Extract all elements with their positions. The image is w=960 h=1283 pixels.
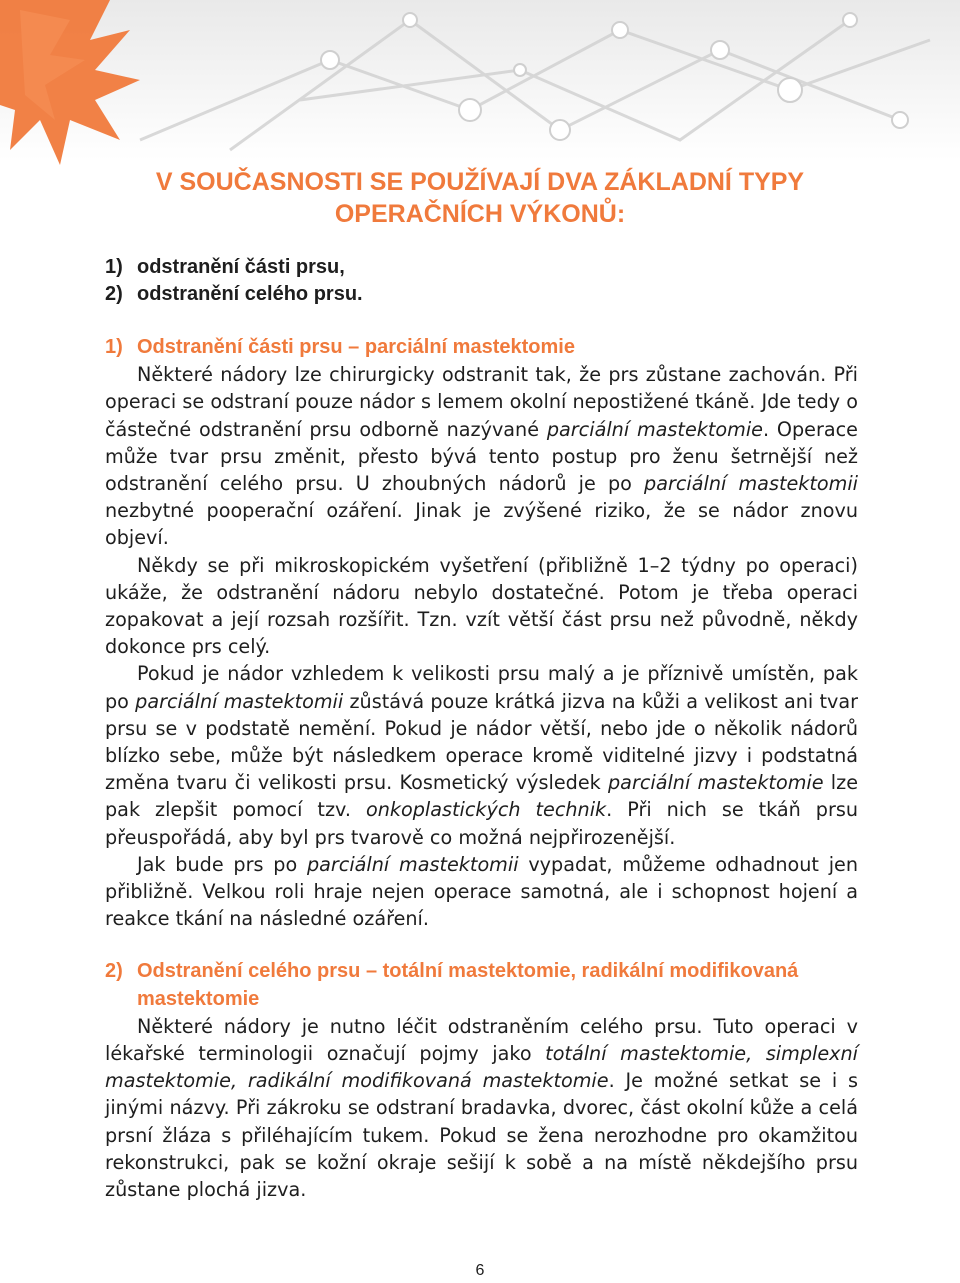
- section-2-paragraph-1: Některé nádory je nutno léčit odstraněním celého prsu. Tuto operaci v lékařské terminologii označují pojmy jako totální mastektomie, simplexní mastektomie, radikální modifikovaná mastektomie. Je možné setkat se i s jinými názvy. Při zákroku se odstraní bradavka, dvorec, část okolní kůže a celá prsní žláza s přiléhajícím tukem. Pokud se žena nerozhodne pro okamžitou rekonstrukci, pak se kožní okraje sešijí k sobě a na místě někdejšího prsu zůstane plochá jizva.: [105, 1014, 858, 1202]
- section-1-paragraph-4: Jak bude prs po parciální mastektomii vypadat, můžeme odhadnout jen přibližně. Velkou roli hraje nejen operace samotná, ale i schopnost hojení a reakce tkání na následné ozáření.: [105, 852, 859, 931]
- article-body: [105, 254, 858, 1203]
- list-item: 2) odstranění celého prsu.: [105, 283, 363, 305]
- section-1-paragraph-2: Někdy se při mikroskopickém vyšetření (přibližně 1–2 týdny po operaci) ukáže, že odstranění nádoru nebylo dostatečné. Potom je třeba operaci zopakovat a její rozsah rozšířit. Tzn. vzít větší část prsu než původně, někdy dokonce prs celý.: [105, 553, 858, 659]
- page-title: [150, 166, 810, 230]
- section-1-paragraph-1: Některé nádory lze chirurgicky odstranit tak, že prs zůstane zachován. Při operaci se odstraní pouze nádor s lemem okolní nepostižené tkáně. Jde tedy o částečné odstranění prsu odborně nazývané parciální mastektomie. Operace může tvar prsu změnit, přesto bývá tento postup pro ženu šetrnější než odstranění celého prsu. U zhoubných nádorů je po parciální mastektomii nezbytné pooperační ozáření. Jinak je zvýšené riziko, že se nádor znovu objeví.: [105, 363, 858, 550]
- section-1-heading: 1) Odstranění části prsu – parciální mastektomie: [105, 336, 575, 358]
- title-line-2: OPERAČNÍCH VÝKONŮ:: [334, 200, 626, 228]
- page-number: 6: [475, 1262, 485, 1279]
- intro-list: [105, 254, 858, 308]
- title-line-1: V SOUČASNOSTI SE POUŽÍVAJÍ DVA ZÁKLADNÍ TYPY: [155, 168, 805, 196]
- list-item: 1) odstranění části prsu,: [105, 256, 345, 278]
- section-2-heading: 2) Odstranění celého prsu – totální mastektomie, radikální modifikovaná mastektomie: [105, 960, 799, 1010]
- section-1-paragraph-3: Pokud je nádor vzhledem k velikosti prsu malý a je příznivě umístěn, pak po parciální mastektomii zůstává pouze krátká jizva na kůži a velikost ani tvar prsu se v podstatě nemění. Pokud je nádor větší, nebo jde o několik nádorů blízko sebe, může být následkem operace kromě viditelné jizvy i podstatná změna tvaru či velikosti prsu. Kosmetický výsledek parciální mastektomie lze pak zlepšit pomocí tzv. onkoplastických technik. Při nich se tkáň prsu přeuspořádá, aby byl prs tvarově co možná nejpřirozenější.: [105, 662, 859, 849]
